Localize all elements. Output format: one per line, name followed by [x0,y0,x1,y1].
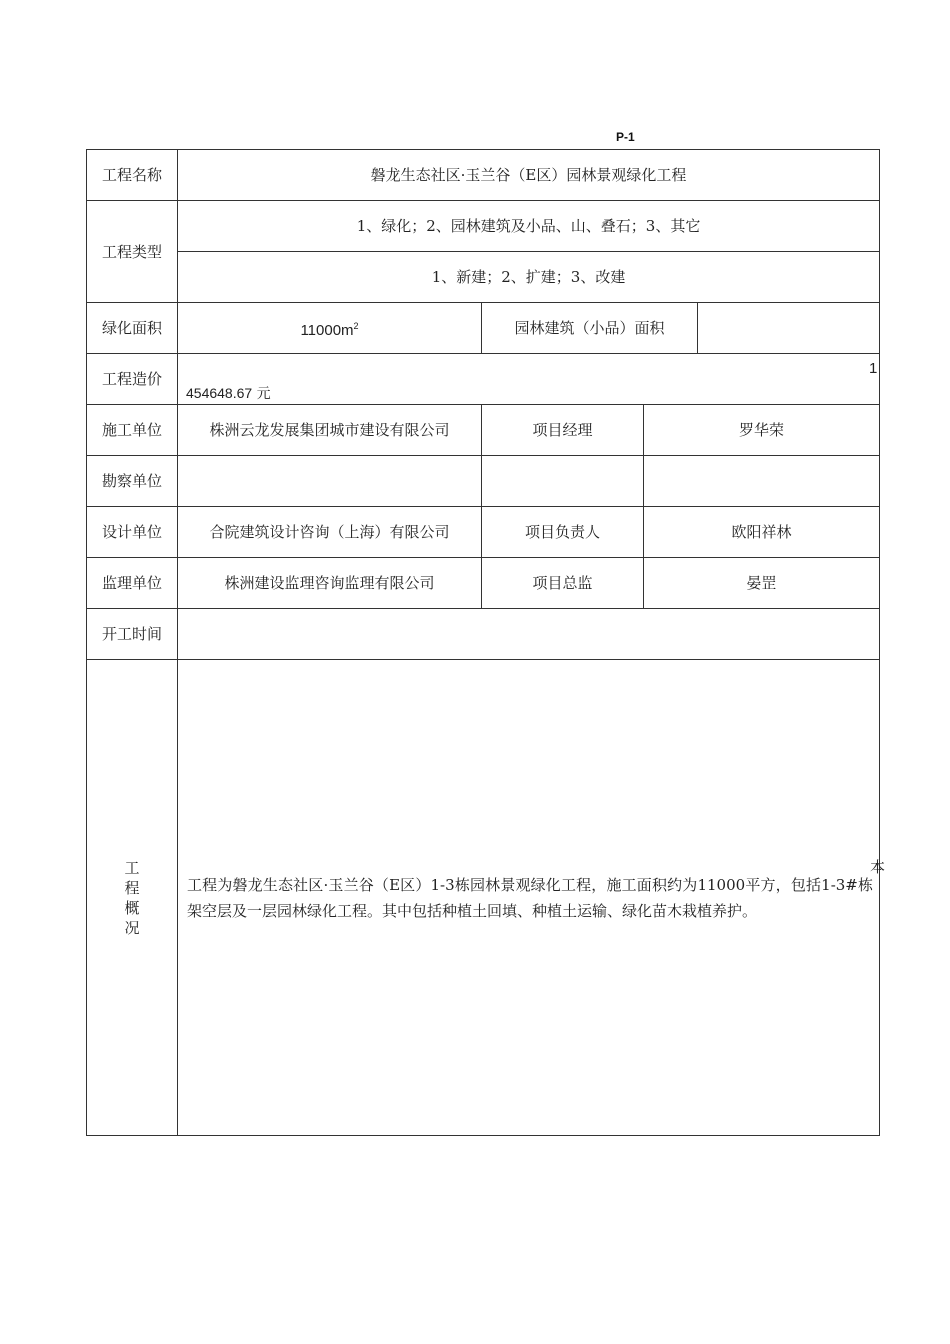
table-row-supervision-unit [87,558,880,609]
table-row-project-type-1 [87,201,880,252]
value-project-type-nature: 1、新建；2、扩建；3、改建 [178,252,880,303]
cost-number: 454648.67 [186,385,253,401]
stray-mark-ben: 本 [870,858,886,876]
label-project-type: 工程类型 [87,201,178,303]
value-project-lead: 欧阳祥林 [644,507,880,558]
stray-mark-one: 1 [869,360,878,377]
value-project-cost [186,383,271,404]
label-project-lead: 项目负责人 [482,507,644,558]
table-row-construction-unit [87,405,880,456]
label-project-manager: 项目经理 [482,405,644,456]
value-design-unit: 合院建筑设计咨询（上海）有限公司 [178,507,482,558]
label-chief-supervisor: 项目总监 [482,558,644,609]
table-row-start-time [87,609,880,660]
label-supervision-unit: 监理单位 [87,558,178,609]
label-start-time: 开工时间 [87,609,178,660]
label-green-area: 绿化面积 [87,303,178,354]
green-area-superscript: 2 [353,320,359,331]
value-project-overview-cell [178,660,880,1136]
label-survey-unit: 勘察单位 [87,456,178,507]
value-project-manager: 罗华荣 [644,405,880,456]
table-row-project-name [87,150,880,201]
table-row-design-unit [87,507,880,558]
value-green-area [178,303,482,354]
cost-unit: 元 [252,386,271,402]
label-garden-building-area: 园林建筑（小品）面积 [482,303,698,354]
value-start-time [178,609,880,660]
overview-label-char: 况 [124,918,140,937]
survey-extra-label [482,456,644,507]
value-survey-unit [178,456,482,507]
table-row-overview [87,660,880,1136]
value-construction-unit: 株洲云龙发展集团城市建设有限公司 [178,405,482,456]
overview-label-char: 程 [124,878,140,897]
table-row-project-cost [87,354,880,405]
page-code: P-1 [616,130,635,144]
label-project-cost: 工程造价 [87,354,178,405]
overview-label-char: 概 [124,898,140,917]
label-project-name: 工程名称 [87,150,178,201]
value-project-name: 磐龙生态社区·玉兰谷（E区）园林景观绿化工程 [178,150,880,201]
value-garden-building-area [698,303,880,354]
project-info-table [86,149,880,1136]
value-project-type-category: 1、绿化；2、园林建筑及小品、山、叠石；3、其它 [178,201,880,252]
table-row-survey-unit [87,456,880,507]
value-chief-supervisor: 晏罡 [644,558,880,609]
green-area-number: 11000m [300,321,354,339]
overview-label-char: 工 [124,858,140,877]
value-supervision-unit: 株洲建设监理咨询监理有限公司 [178,558,482,609]
label-design-unit: 设计单位 [87,507,178,558]
survey-extra-value [644,456,880,507]
label-project-overview [87,660,178,1136]
project-overview-text: 工程为磐龙生态社区·玉兰谷（E区）1-3栋园林景观绿化工程，施工面积约为11000平方，包括1-3#栋架空层及一层园林绿化工程。其中包括种植土回填、种植土运输、绿化苗木栽植养护。 [187,875,874,920]
label-construction-unit: 施工单位 [87,405,178,456]
table-row-green-area [87,303,880,354]
table-row-project-type-2 [87,252,880,303]
value-project-cost-cell [178,354,880,405]
